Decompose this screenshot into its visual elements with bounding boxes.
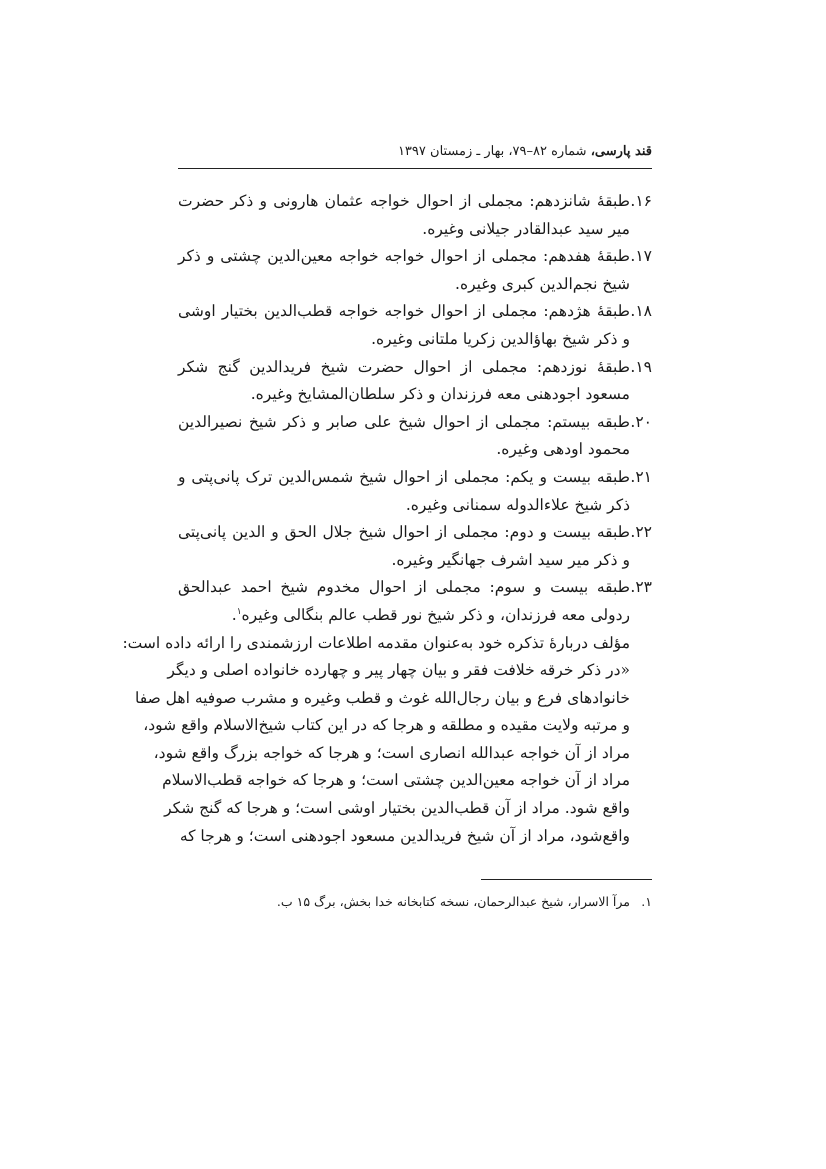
item-text-end: . [231, 605, 237, 624]
item-text: طبقه بیست و سوم: مجملی از احوال مخدوم شیخ احمد عبدالحق ردولی معه فرزندان، و ذکر شیخ نور قطب عالم بنگالی وغیره [178, 578, 630, 624]
quote-line: مراد از آن خواجه عبدالله انصاری است؛ و هرجا که خواجه بزرگ واقع شود، [153, 743, 630, 762]
item-text: طبقۀ هژدهم: مجملی از احوال خواجه خواجه قطب‌الدین بختیار اوشی و ذکر شیخ بهاؤالدین زکریا ملتانی وغیره. [178, 302, 630, 348]
footnote-rule [481, 879, 652, 880]
footnote-text: مرآ الاسرار، شیخ عبدالرحمان، نسخه کتابخانه خدا بخش، برگ ۱۵ ب. [276, 894, 630, 909]
main-text [122, 188, 652, 850]
list-item [178, 464, 652, 519]
footnote-number: ۱. [641, 894, 652, 909]
list-item [178, 188, 652, 243]
item-text: طبقۀ نوزدهم: مجملی از احوال حضرت شیخ فریدالدین گنج شکر مسعود اجودهنی معه فرزندان و ذکر سلطان‌المشایخ وغیره. [178, 357, 630, 404]
item-number: ۲۰. [630, 412, 652, 431]
item-number: ۱۷. [630, 247, 652, 266]
item-text: طبقه بیستم: مجملی از احوال شیخ علی صابر و ذکر شیخ نصیرالدین محمود اودهی وغیره. [178, 412, 630, 459]
intro-line: مؤلف دربارۀ تذکره خود به‌عنوان مقدمه اطلاعات ارزشمندی را ارائه داده است: [122, 633, 630, 652]
list-item [178, 574, 652, 629]
running-header [178, 142, 652, 162]
list-item [178, 354, 652, 409]
footnote-marker[interactable]: ۱ [236, 606, 242, 617]
item-number: ۱۶. [630, 192, 652, 210]
item-number: ۲۲. [630, 523, 652, 542]
item-number: ۱۸. [630, 302, 652, 321]
intro-paragraph [122, 630, 652, 658]
item-text: طبقۀ هفدهم: مجملی از احوال خواجه خواجه معین‌الدین چشتی و ذکر شیخ نجم‌الدین کبری وغیره. [178, 247, 630, 293]
quote-line: و مرتبه ولایت مقیده و مطلقه و هرجا که در این کتاب شیخ‌الاسلام واقع شود، [143, 716, 630, 735]
list-item [178, 243, 652, 298]
quote-paragraph [135, 657, 652, 850]
quote-line: واقع شود. مراد از آن قطب‌الدین بختیار اوشی است؛ و هرجا که گنج شکر [164, 799, 630, 818]
item-text: طبقه بیست و یکم: مجملی از احوال شیخ شمس‌الدین ترک پانی‌پتی و ذکر شیخ علاءالدوله سمنانی وغیره. [178, 467, 630, 514]
item-text: طبقۀ شانزدهم: مجملی از احوال خواجه عثمان هارونی و ذکر حضرت میر سید عبدالقادر جیلانی وغیره. [178, 192, 630, 238]
journal-name: قند پارسی، [590, 144, 652, 159]
item-text: طبقه بیست و دوم: مجملی از احوال شیخ جلال الحق و الدین پانی‌پتی و ذکر میر سید اشرف جهانگیر وغیره. [178, 523, 630, 569]
list-item [178, 409, 652, 464]
item-number: ۲۱. [630, 467, 652, 486]
quote-line: مراد از آن خواجه معین‌الدین چشتی است؛ و هرجا که خواجه قطب‌الاسلام [162, 771, 630, 790]
quote-line: خانوادهای فرع و بیان رجال‌الله غوث و قطب وغیره و مشرب صوفیه اهل صفا [135, 688, 630, 707]
list-item [178, 298, 652, 353]
quote-line: واقع‌شود، مراد از آن شیخ فریدالدین مسعود اجودهنی است؛ و هرجا که [179, 826, 630, 845]
quote-line: «در ذکر خرقه خلافت فقر و بیان چهار پیر و چهارده خانواده اصلی و دیگر [167, 661, 630, 680]
list-item [178, 519, 652, 574]
header-rule [178, 168, 652, 169]
issue-info: شماره ۸۲–۷۹، بهار ـ زمستان ۱۳۹۷ [397, 144, 591, 159]
item-number: ۲۳. [630, 578, 652, 597]
footnote [178, 892, 652, 912]
item-number: ۱۹. [630, 357, 652, 376]
